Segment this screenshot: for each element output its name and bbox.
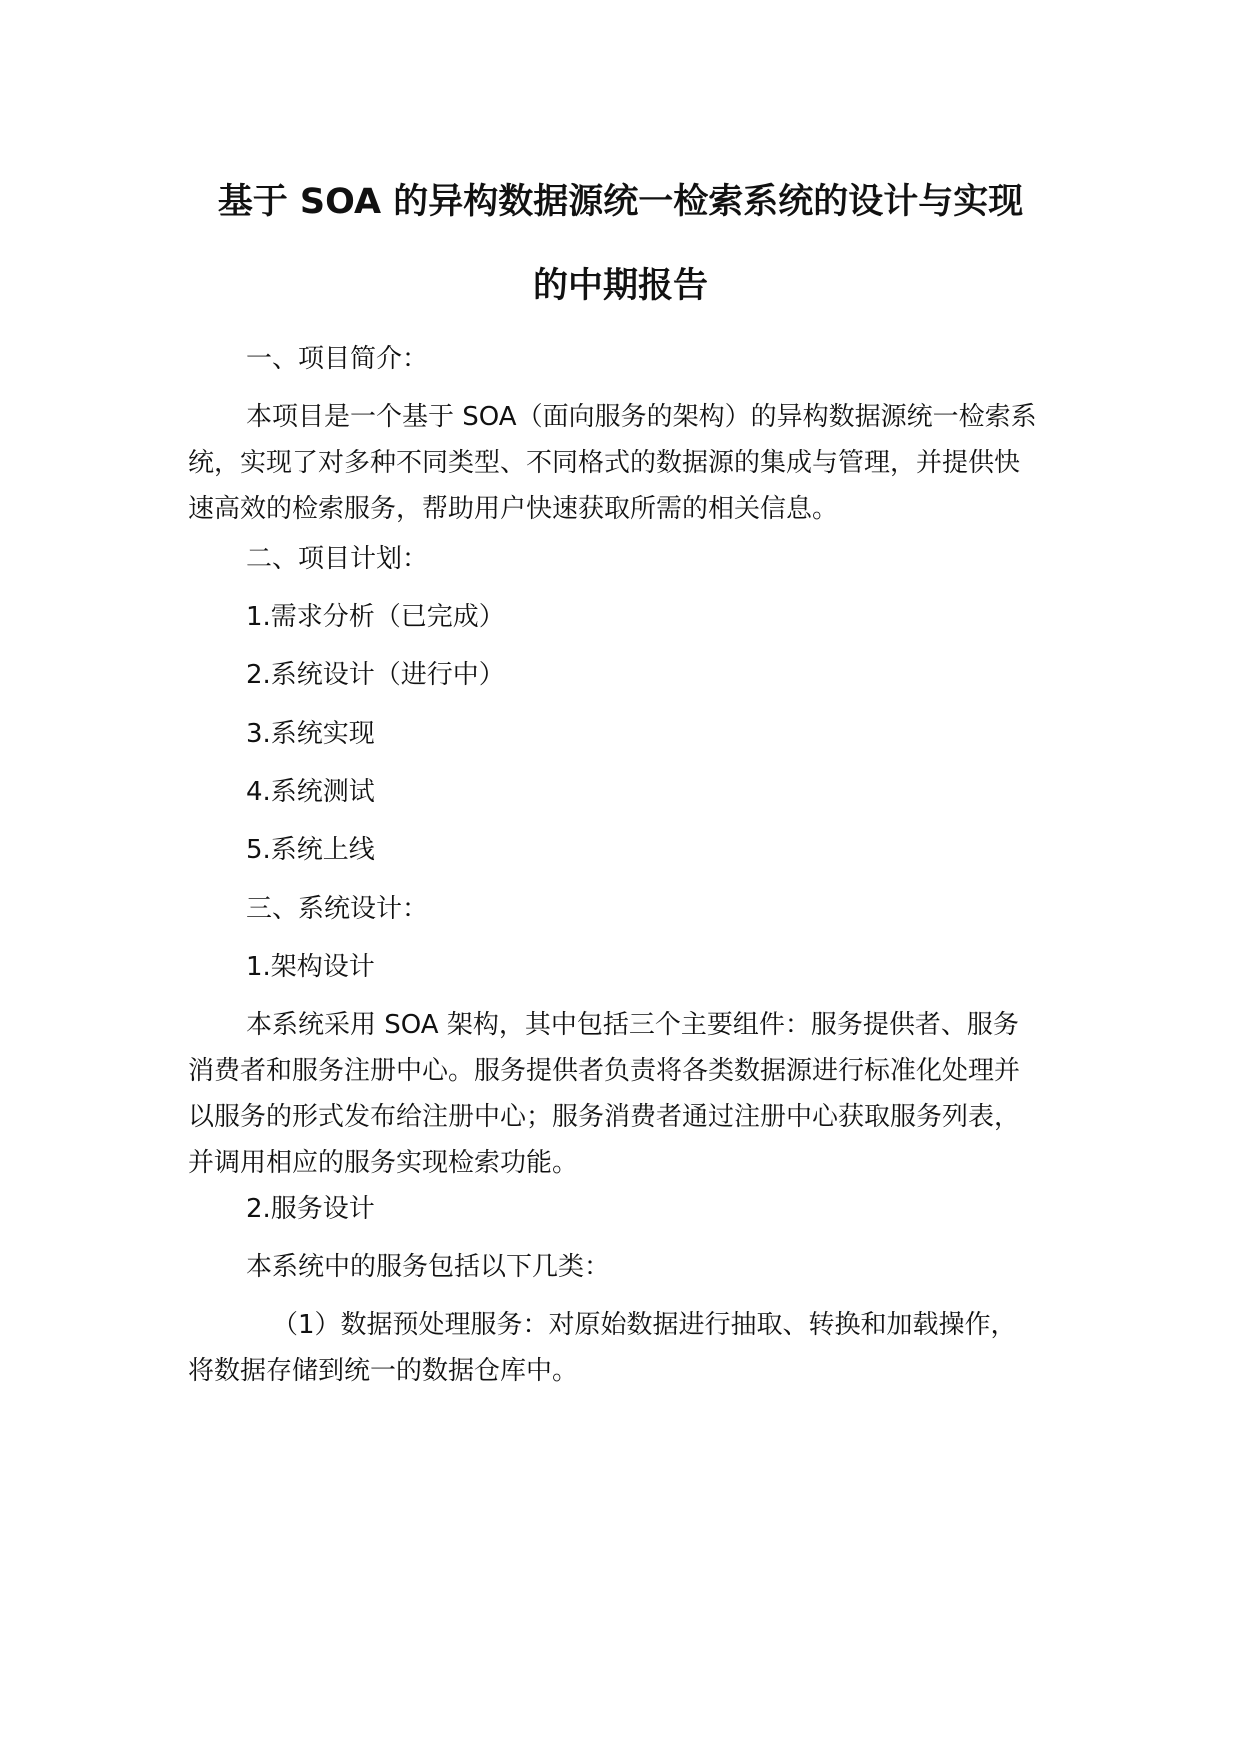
plan-item-3: 3.系统实现	[246, 719, 375, 749]
subsection-heading-service: 2.服务设计	[246, 1194, 375, 1224]
plan-item-5: 5.系统上线	[246, 835, 375, 865]
document-title-line-2: 的中期报告	[532, 266, 708, 306]
subsection-heading-architecture: 1.架构设计	[246, 952, 375, 982]
section-heading-plan: 二、项目计划：	[246, 544, 429, 574]
intro-paragraph: 本项目是一个基于 SOA（面向服务的架构）的异构数据源统一检索系统，实现了对多种不同类型、不同格式的数据源的集成与管理，并提供快速高效的检索服务，帮助用户快速获取所需的相关信息。	[188, 402, 1037, 524]
document-title-line-1: 基于 SOA 的异构数据源统一检索系统的设计与实现	[217, 182, 1024, 222]
plan-item-4: 4.系统测试	[246, 777, 375, 807]
section-heading-design: 三、系统设计：	[246, 894, 429, 924]
plan-item-2: 2.系统设计（进行中）	[246, 660, 505, 690]
section-heading-intro: 一、项目简介：	[246, 344, 429, 374]
architecture-paragraph: 本系统采用 SOA 架构，其中包括三个主要组件：服务提供者、服务消费者和服务注册中心。服务提供者负责将各类数据源进行标准化处理并以服务的形式发布给注册中心；服务消费者通过注册中心获取服务列表，并调用相应的服务实现检索功能。	[188, 1010, 1021, 1178]
plan-item-1: 1.需求分析（已完成）	[246, 602, 505, 632]
service-intro: 本系统中的服务包括以下几类：	[246, 1252, 611, 1282]
service-item-1: （1）数据预处理服务：对原始数据进行抽取、转换和加载操作，将数据存储到统一的数据仓库中。	[188, 1310, 1017, 1386]
